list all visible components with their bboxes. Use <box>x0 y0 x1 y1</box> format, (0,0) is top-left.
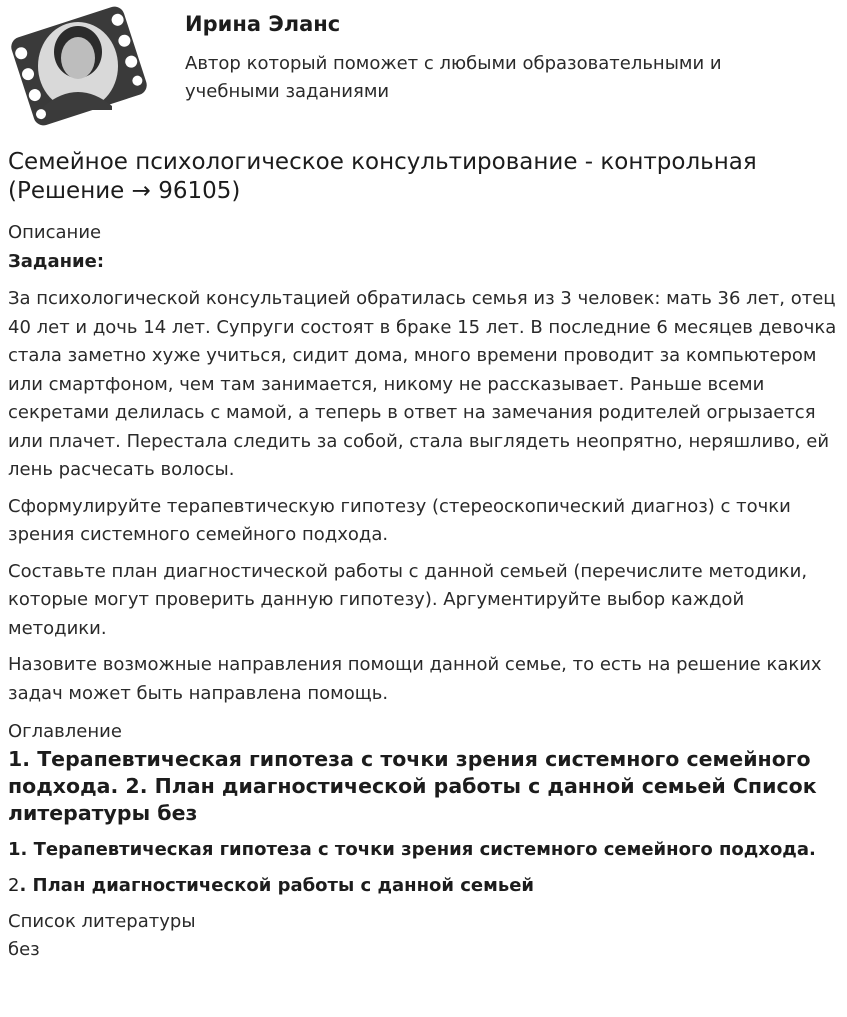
task-paragraph-help: Назовите возможные направления помощи данной семье, то есть на решение каких задач может быть направлена помощь. <box>8 654 822 704</box>
description-label: Описание <box>8 222 102 243</box>
task-paragraph-case: За психологической консультацией обратилась семья из 3 человек: мать 36 лет, отец 40 лет и дочь 14 лет. Супруги состоят в браке 15 лет. В последние 6 месяцев девочка стала заметно хуже учиться, сидит дома, много времени проводит за компьютером или смартфоном, чем там занимается, никому не рассказывает. Раньше всеми секретами делилась с мамой, а теперь в ответ на замечания родителей огрызается или плачет. Перестала следить за собой, стала выглядеть неопрятно, неряшливо, ей лень расчесать волосы. <box>8 288 837 480</box>
document-content <box>8 148 840 964</box>
author-name[interactable]: Ирина Эланс <box>185 12 341 36</box>
toc-heading: 1. Терапевтическая гипотеза с точки зрения системного семейного подхода. 2. План диагностической работы с данной семьей Список литературы без <box>8 747 817 825</box>
toc-label: Оглавление <box>8 721 122 742</box>
references-value: без <box>8 939 40 960</box>
toc-item-hypothesis: 1. Терапевтическая гипотеза с точки зрения системного семейного подхода. <box>8 839 816 860</box>
author-avatar[interactable] <box>8 6 150 126</box>
toc-item-plan <box>8 872 840 900</box>
task-label: Задание: <box>8 251 105 272</box>
references-label: Список литературы <box>8 911 196 932</box>
task-paragraph-hypothesis: Сформулируйте терапевтическую гипотезу (стереоскопический диагноз) с точки зрения системного семейного подхода. <box>8 495 791 545</box>
author-description: Автор который поможет с любыми образовательными и учебными заданиями <box>185 53 722 102</box>
toc-item-plan-number: 2 <box>8 875 20 896</box>
toc-item-plan-text: . План диагностической работы с данной семьей <box>19 875 535 896</box>
document-title: Семейное психологическое консультирование - контрольная (Решение → 96105) <box>8 149 757 204</box>
author-card <box>0 0 847 140</box>
task-paragraph-plan: Составьте план диагностической работы с данной семьей (перечислите методики, которые могут проверить данную гипотезу). Аргументируйте выбор каждой методики. <box>8 560 808 639</box>
